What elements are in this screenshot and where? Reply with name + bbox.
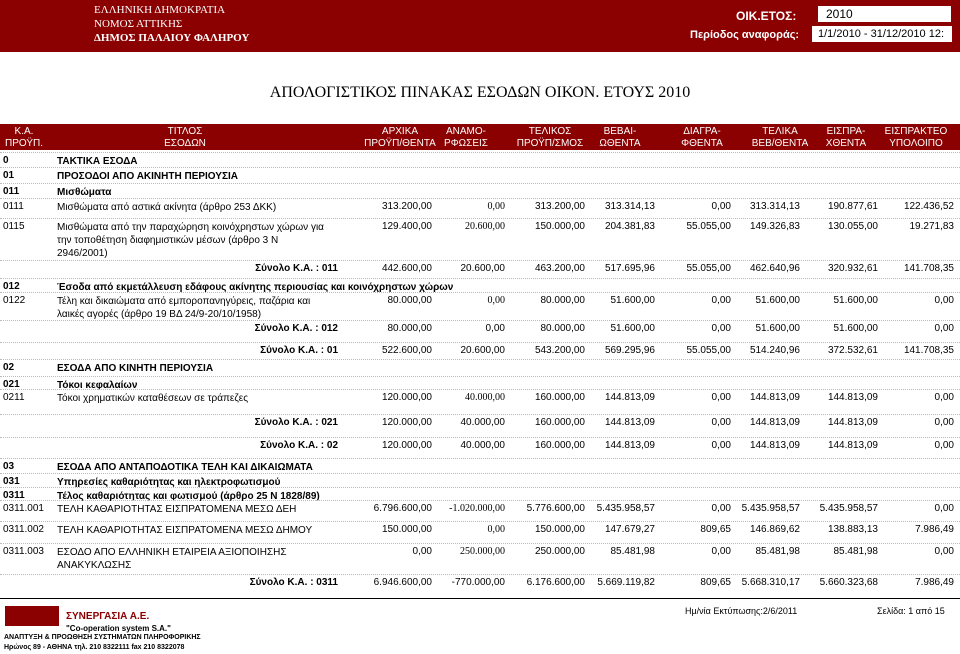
amount-cell: 5.776.600,00 bbox=[526, 503, 585, 514]
company-name-en: "Co-operation system S.A." bbox=[66, 624, 171, 633]
amount-cell: 5.660.323,68 bbox=[819, 577, 878, 588]
amount-cell: 313.200,00 bbox=[381, 201, 432, 212]
amount-cell: 7.986,49 bbox=[915, 577, 954, 588]
account-code: 012 bbox=[3, 281, 20, 292]
amount-cell: 0,00 bbox=[934, 503, 954, 514]
amount-cell: 250.000,00 bbox=[534, 546, 585, 557]
total-label: Σύνολο Κ.Α. : 01 bbox=[260, 345, 338, 356]
account-title: ΤΕΛΗ ΚΑΘΑΡΙΟΤΗΤΑΣ ΕΙΣΠΡΑΤΟΜΕΝΑ ΜΕΣΩ ΔΗΜΟΥ bbox=[57, 525, 313, 536]
row-divider bbox=[0, 198, 960, 199]
fiscal-year-label: ΟΙΚ.ΕΤΟΣ: bbox=[736, 9, 797, 23]
amount-cell: 20.600,00 bbox=[460, 263, 505, 274]
amount-cell: 40.000,00 bbox=[460, 440, 505, 451]
account-title: ΕΣΟΔΑ ΑΠΟ ΑΝΤΑΠΟΔΟΤΙΚΑ ΤΕΛΗ ΚΑΙ ΔΙΚΑΙΩΜΑΤΑ bbox=[57, 462, 313, 473]
total-label: Σύνολο Κ.Α. : 011 bbox=[255, 263, 338, 274]
amount-cell: 80.000,00 bbox=[387, 323, 432, 334]
amount-cell: 0,00 bbox=[487, 201, 505, 212]
amount-cell: 120.000,00 bbox=[381, 392, 432, 403]
account-title: Μισθώματα από την παραχώρηση κοινόχρηστων χώρων για την τοποθέτηση διαφημιστικών μέσων (άρθρο 3 Ν 2946/2001) bbox=[57, 222, 324, 259]
account-code: 0311.003 bbox=[3, 546, 44, 557]
amount-cell: 160.000,00 bbox=[534, 417, 585, 428]
table-header bbox=[0, 124, 960, 150]
account-code: 0 bbox=[3, 155, 9, 166]
account-title: ΠΡΟΣΟΔΟΙ ΑΠΟ ΑΚΙΝΗΤΗ ΠΕΡΙΟΥΣΙΑ bbox=[57, 171, 238, 182]
amount-cell: 320.932,61 bbox=[827, 263, 878, 274]
amount-cell: -1.020.000,00 bbox=[449, 503, 505, 514]
amount-cell: 51.600,00 bbox=[755, 323, 800, 334]
amount-cell: 129.400,00 bbox=[381, 221, 432, 232]
amount-cell: 122.436,52 bbox=[903, 201, 954, 212]
amount-cell: 80.000,00 bbox=[387, 295, 432, 306]
column-header: ΕΙΣΠΡΑΚΤΕΟ ΥΠΟΛΟΙΠΟ bbox=[884, 126, 948, 149]
column-header: ΑΡΧΙΚΑ ΠΡΟΫΠ/ΘΕΝΤΑ bbox=[364, 126, 436, 149]
amount-cell: 5.435.958,57 bbox=[819, 503, 878, 514]
amount-cell: 204.381,83 bbox=[604, 221, 655, 232]
account-title: ΤΕΛΗ ΚΑΘΑΡΙΟΤΗΤΑΣ ΕΙΣΠΡΑΤΟΜΕΝΑ ΜΕΣΩ ΔΕΗ bbox=[57, 504, 297, 515]
amount-cell: 569.295,96 bbox=[604, 345, 655, 356]
amount-cell: 313.314,13 bbox=[749, 201, 800, 212]
amount-cell: 120.000,00 bbox=[381, 417, 432, 428]
amount-cell: 150.000,00 bbox=[381, 524, 432, 535]
amount-cell: 0,00 bbox=[934, 323, 954, 334]
amount-cell: 146.869,62 bbox=[749, 524, 800, 535]
amount-cell: 250.000,00 bbox=[460, 546, 505, 557]
amount-cell: 51.600,00 bbox=[610, 323, 655, 334]
row-divider bbox=[0, 437, 960, 438]
amount-cell: 51.600,00 bbox=[610, 295, 655, 306]
amount-cell: 144.813,09 bbox=[604, 440, 655, 451]
amount-cell: 0,00 bbox=[934, 546, 954, 557]
amount-cell: 0,00 bbox=[487, 295, 505, 306]
account-title: Μισθώματα bbox=[57, 187, 112, 198]
column-header: ΕΙΣΠΡΑ- ΧΘΕΝΤΑ bbox=[825, 126, 867, 149]
amount-cell: 55.055,00 bbox=[686, 221, 731, 232]
company-tagline: ΑΝΑΠΤΥΞΗ & ΠΡΟΩΘΗΣΗ ΣΥΣΤΗΜΑΤΩΝ ΠΛΗΡΟΦΟΡΙΚΗΣ bbox=[4, 634, 201, 641]
amount-cell: 5.435.958,57 bbox=[741, 503, 800, 514]
authority-line: ΝΟΜΟΣ ΑΤΤΙΚΗΣ bbox=[94, 18, 183, 30]
row-divider bbox=[0, 543, 960, 544]
amount-cell: 0,00 bbox=[487, 524, 505, 535]
amount-cell: 141.708,35 bbox=[903, 263, 954, 274]
column-header: ΔΙΑΓΡΑ- ΦΘΕΝΤΑ bbox=[681, 126, 723, 149]
account-code: 021 bbox=[3, 379, 20, 390]
row-divider bbox=[0, 521, 960, 522]
amount-cell: 372.532,61 bbox=[827, 345, 878, 356]
row-divider bbox=[0, 320, 960, 321]
row-divider bbox=[0, 414, 960, 415]
amount-cell: 0,00 bbox=[711, 323, 731, 334]
account-code: 031 bbox=[3, 476, 20, 487]
account-code: 03 bbox=[3, 461, 15, 472]
row-divider bbox=[0, 389, 960, 390]
account-title: Μισθώματα από αστικά ακίνητα (άρθρο 253 ΔΚΚ) bbox=[57, 202, 277, 213]
amount-cell: 190.877,61 bbox=[827, 201, 878, 212]
amount-cell: 442.600,00 bbox=[381, 263, 432, 274]
total-label: Σύνολο Κ.Α. : 02 bbox=[260, 440, 338, 451]
fiscal-year-value: 2010 bbox=[818, 6, 951, 22]
amount-cell: 313.314,13 bbox=[604, 201, 655, 212]
report-header bbox=[0, 0, 960, 52]
amount-cell: 160.000,00 bbox=[534, 440, 585, 451]
amount-cell: 144.813,09 bbox=[604, 417, 655, 428]
amount-cell: 0,00 bbox=[711, 503, 731, 514]
authority-lines bbox=[94, 3, 249, 45]
column-header: ΤΙΤΛΟΣ ΕΣΟΔΩΝ bbox=[164, 126, 206, 149]
amount-cell: 20.600,00 bbox=[465, 221, 505, 232]
amount-cell: 80.000,00 bbox=[540, 295, 585, 306]
account-title: Τέλος καθαριότητας και φωτισμού (άρθρο 25 Ν 1828/89) bbox=[57, 491, 320, 502]
account-code: 011 bbox=[3, 186, 20, 197]
amount-cell: 120.000,00 bbox=[381, 440, 432, 451]
authority-line: ΕΛΛΗΝΙΚΗ ΔΗΜΟΚΡΑΤΙΑ bbox=[94, 4, 226, 16]
amount-cell: 144.813,09 bbox=[827, 440, 878, 451]
amount-cell: 40.000,00 bbox=[460, 417, 505, 428]
row-divider bbox=[0, 574, 960, 575]
amount-cell: 463.200,00 bbox=[534, 263, 585, 274]
row-divider bbox=[0, 278, 960, 279]
account-code: 0311 bbox=[3, 490, 25, 501]
amount-cell: 141.708,35 bbox=[903, 345, 954, 356]
amount-cell: 6.796.600,00 bbox=[373, 503, 432, 514]
account-title: Τόκοι χρηματικών καταθέσεων σε τράπεζες bbox=[57, 393, 249, 404]
row-divider bbox=[0, 292, 960, 293]
account-code: 0122 bbox=[3, 295, 26, 306]
amount-cell: 0,00 bbox=[934, 392, 954, 403]
row-divider bbox=[0, 152, 960, 153]
account-code: 01 bbox=[3, 170, 15, 181]
account-code: 02 bbox=[3, 362, 15, 373]
total-label: Σύνολο Κ.Α. : 021 bbox=[254, 417, 338, 428]
company-address: Ηρώνος 89 - ΑΘΗΝΑ τηλ. 210 8322111 fax 210 8322078 bbox=[4, 644, 185, 651]
column-header: Κ.Α. ΠΡΟΫΠ. bbox=[4, 126, 44, 149]
account-title: Υπηρεσίες καθαριότητας και ηλεκτροφωτισμού bbox=[57, 477, 281, 488]
amount-cell: 5.435.958,57 bbox=[596, 503, 655, 514]
amount-cell: 40.000,00 bbox=[465, 392, 505, 403]
row-divider bbox=[0, 376, 960, 377]
amount-cell: 138.883,13 bbox=[827, 524, 878, 535]
amount-cell: 6.176.600,00 bbox=[526, 577, 585, 588]
amount-cell: 313.200,00 bbox=[534, 201, 585, 212]
amount-cell: 130.055,00 bbox=[827, 221, 878, 232]
amount-cell: 5.669.119,82 bbox=[597, 577, 655, 588]
amount-cell: 20.600,00 bbox=[460, 345, 505, 356]
amount-cell: 0,00 bbox=[711, 417, 731, 428]
amount-cell: 0,00 bbox=[934, 417, 954, 428]
amount-cell: 5.668.310,17 bbox=[741, 577, 800, 588]
amount-cell: 19.271,83 bbox=[909, 221, 954, 232]
amount-cell: 6.946.600,00 bbox=[373, 577, 432, 588]
total-label: Σύνολο Κ.Α. : 012 bbox=[254, 323, 338, 334]
amount-cell: 0,00 bbox=[412, 546, 432, 557]
amount-cell: 0,00 bbox=[934, 295, 954, 306]
amount-cell: 147.679,27 bbox=[604, 524, 655, 535]
column-header: ΤΕΛΙΚΑ ΒΕΒ/ΘΕΝΤΑ bbox=[751, 126, 809, 149]
report-title: ΑΠΟΛΟΓΙΣΤΙΚΟΣ ΠΙΝΑΚΑΣ ΕΣΟΔΩΝ ΟΙΚΟΝ. ΕΤΟΥΣ 2010 bbox=[269, 84, 691, 101]
account-code: 0211 bbox=[3, 392, 25, 403]
company-logo bbox=[5, 606, 59, 626]
account-title: Τόκοι κεφαλαίων bbox=[57, 380, 138, 391]
row-divider bbox=[0, 218, 960, 219]
amount-cell: 144.813,09 bbox=[749, 417, 800, 428]
period-label: Περίοδος αναφοράς: bbox=[690, 29, 800, 41]
amount-cell: 0,00 bbox=[711, 201, 731, 212]
column-header: ΤΕΛΙΚΟΣ ΠΡΟΫΠ/ΣΜΟΣ bbox=[516, 126, 584, 149]
amount-cell: 55.055,00 bbox=[686, 345, 731, 356]
row-divider bbox=[0, 458, 960, 459]
print-date: Ημ/νία Εκτύπωσης:2/6/2011 bbox=[685, 606, 798, 616]
amount-cell: 85.481,98 bbox=[610, 546, 655, 557]
amount-cell: 543.200,00 bbox=[534, 345, 585, 356]
amount-cell: 809,65 bbox=[700, 577, 731, 588]
amount-cell: 462.640,96 bbox=[749, 263, 800, 274]
amount-cell: 144.813,09 bbox=[749, 392, 800, 403]
amount-cell: 0,00 bbox=[711, 546, 731, 557]
total-label: Σύνολο Κ.Α. : 0311 bbox=[249, 577, 338, 588]
amount-cell: -770.000,00 bbox=[451, 577, 505, 588]
amount-cell: 51.600,00 bbox=[833, 323, 878, 334]
row-divider bbox=[0, 500, 960, 501]
row-divider bbox=[0, 167, 960, 168]
amount-cell: 0,00 bbox=[711, 392, 731, 403]
row-divider bbox=[0, 342, 960, 343]
row-divider bbox=[0, 183, 960, 184]
column-header: ΑΝΑΜΟ- ΡΦΩΣΕΙΣ bbox=[444, 126, 488, 149]
amount-cell: 149.326,83 bbox=[749, 221, 800, 232]
column-header: ΒΕΒΑΙ- ΩΘΕΝΤΑ bbox=[599, 126, 641, 149]
amount-cell: 7.986,49 bbox=[915, 524, 954, 535]
amount-cell: 85.481,98 bbox=[755, 546, 800, 557]
period-value: 1/1/2010 - 31/12/2010 12: bbox=[812, 26, 952, 42]
account-code: 0311.001 bbox=[3, 503, 44, 514]
amount-cell: 85.481,98 bbox=[833, 546, 878, 557]
amount-cell: 0,00 bbox=[485, 323, 505, 334]
amount-cell: 51.600,00 bbox=[833, 295, 878, 306]
row-divider bbox=[0, 487, 960, 488]
footer-divider bbox=[0, 598, 960, 599]
amount-cell: 150.000,00 bbox=[534, 524, 585, 535]
amount-cell: 144.813,09 bbox=[827, 417, 878, 428]
amount-cell: 0,00 bbox=[934, 440, 954, 451]
amount-cell: 0,00 bbox=[711, 440, 731, 451]
authority-line: ΔΗΜΟΣ ΠΑΛΑΙΟΥ ΦΑΛΗΡΟΥ bbox=[94, 32, 250, 44]
account-title: ΤΑΚΤΙΚΑ ΕΣΟΔΑ bbox=[57, 156, 138, 167]
amount-cell: 144.813,09 bbox=[604, 392, 655, 403]
amount-cell: 160.000,00 bbox=[534, 392, 585, 403]
page-number: Σελίδα: 1 από 15 bbox=[877, 606, 945, 616]
row-divider bbox=[0, 359, 960, 360]
amount-cell: 51.600,00 bbox=[755, 295, 800, 306]
amount-cell: 144.813,09 bbox=[827, 392, 878, 403]
row-divider bbox=[0, 473, 960, 474]
amount-cell: 514.240,96 bbox=[749, 345, 800, 356]
company-name: ΣΥΝΕΡΓΑΣΙΑ Α.Ε. bbox=[66, 611, 150, 622]
account-title: Τέλη και δικαιώματα από εμποροπανηγύρεις, παζάρια και λαικές αγορές (άρθρο 19 ΒΔ 24/9-20/10/1958) bbox=[57, 296, 311, 320]
amount-cell: 150.000,00 bbox=[534, 221, 585, 232]
amount-cell: 522.600,00 bbox=[381, 345, 432, 356]
row-divider bbox=[0, 260, 960, 261]
amount-cell: 144.813,09 bbox=[749, 440, 800, 451]
amount-cell: 809,65 bbox=[700, 524, 731, 535]
amount-cell: 55.055,00 bbox=[686, 263, 731, 274]
account-title: ΕΣΟΔΑ ΑΠΟ ΚΙΝΗΤΗ ΠΕΡΙΟΥΣΙΑ bbox=[57, 363, 214, 374]
account-code: 0311.002 bbox=[3, 524, 44, 535]
amount-cell: 0,00 bbox=[711, 295, 731, 306]
amount-cell: 80.000,00 bbox=[540, 323, 585, 334]
account-code: 0115 bbox=[3, 221, 25, 232]
account-title: ΕΣΟΔΟ ΑΠΟ ΕΛΛΗΝΙΚΗ ΕΤΑΙΡΕΙΑ ΑΞΙΟΠΟΙΗΣΗΣ ΑΝΑΚΥΚΛΩΣΗΣ bbox=[57, 547, 287, 571]
amount-cell: 517.695,96 bbox=[604, 263, 655, 274]
account-title: Έσοδα από εκμετάλλευση εδάφους ακίνητης περιουσίας και κοινόχρηστων χώρων bbox=[57, 282, 454, 293]
account-code: 0111 bbox=[3, 201, 24, 212]
